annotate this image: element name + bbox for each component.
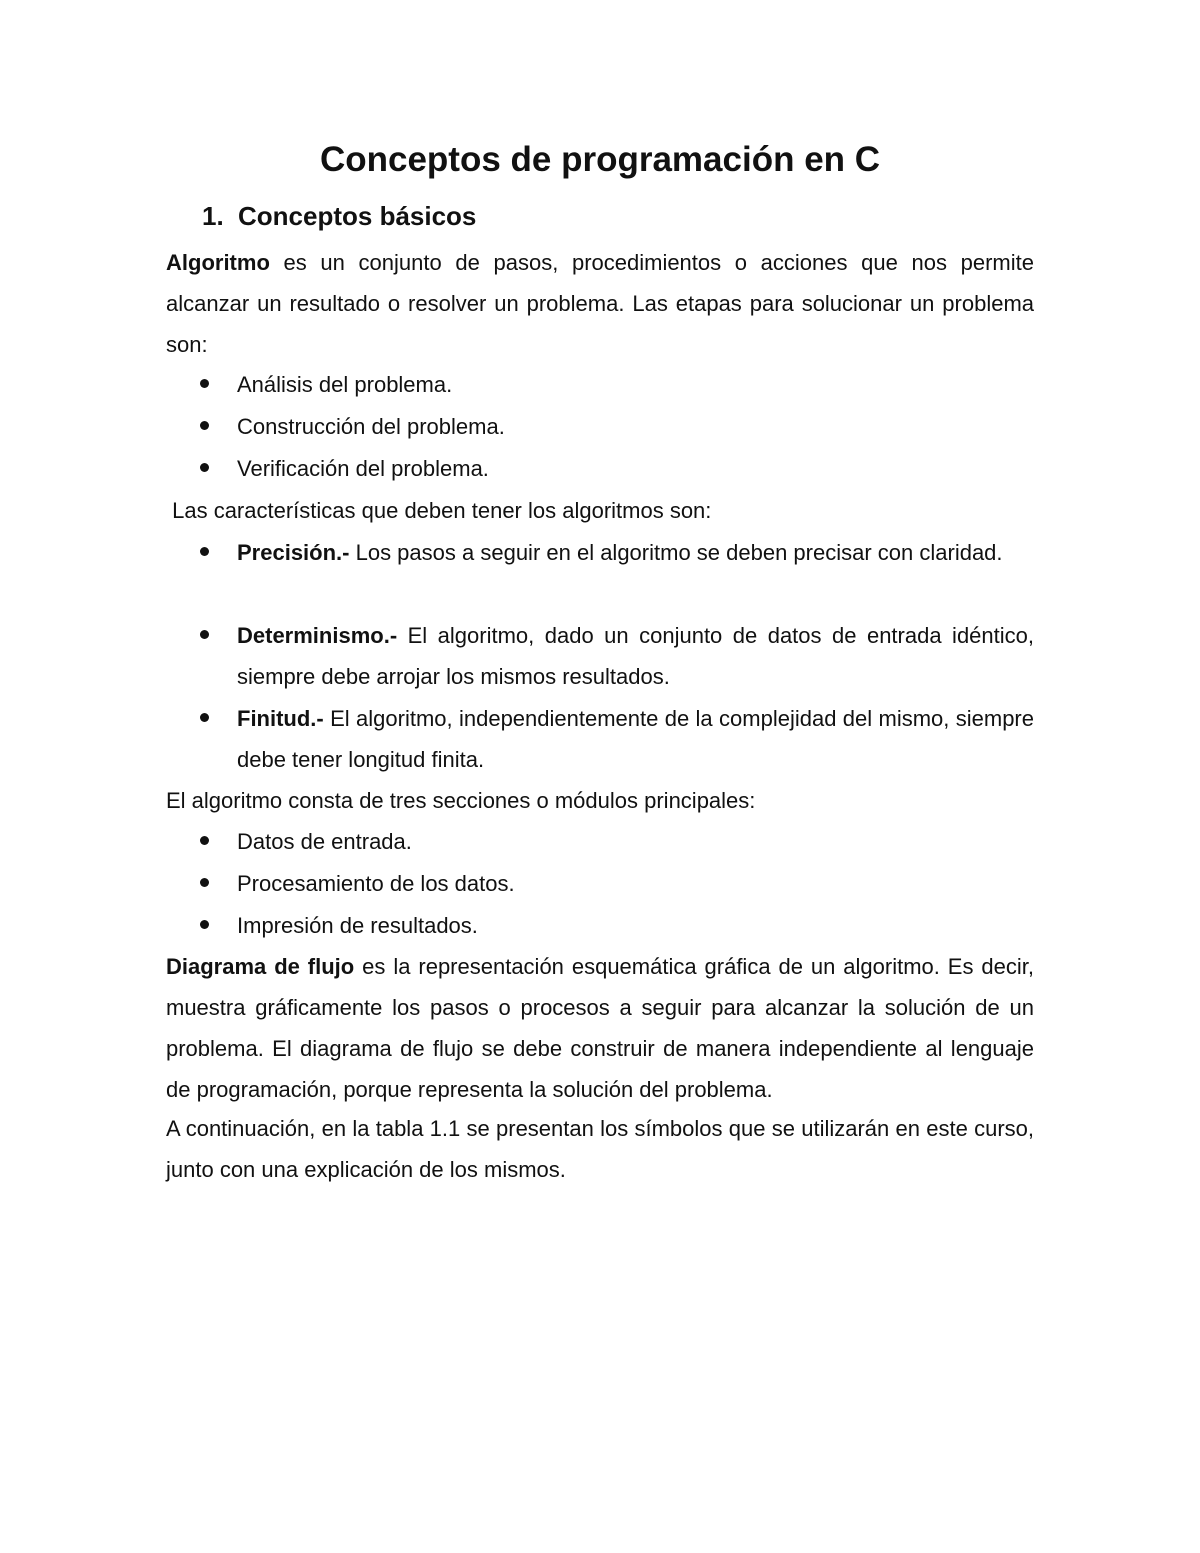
list-item-etapa [200,406,1034,447]
bullet-icon [200,630,209,639]
page-title: Conceptos de programación en C [319,140,881,179]
section-number: 1. [202,201,224,231]
list-item-caracteristica [200,532,1034,573]
list-item-seccion [200,905,1034,946]
bullet-icon [200,547,209,556]
list-item-seccion [200,863,1034,904]
list-item-text: Construcción del problema. [237,414,505,439]
bullet-icon [200,920,209,929]
paragraph-algoritmo-text: es un conjunto de pasos, procedimientos o acciones que nos permite alcanzar un resultado o resolver un problema. Las etapas para solucionar un problema son: [166,250,1034,357]
list-item-text [237,698,1034,780]
section-heading [202,198,476,234]
list-item-text [237,615,1034,697]
paragraph-algoritmo [166,242,1034,365]
paragraph-secciones: El algoritmo consta de tres secciones o módulos principales: [166,788,756,813]
list-item-text [237,532,1034,573]
paragraph-tabla: A continuación, en la tabla 1.1 se presentan los símbolos que se utilizarán en este curso, junto con una explicación de los mismos. [166,1116,1034,1182]
bullet-icon [200,836,209,845]
bullet-icon [200,463,209,472]
section-title: Conceptos básicos [238,201,477,231]
list-item-caracteristica [200,615,1034,697]
bullet-icon [200,878,209,887]
caracteristica-text: El algoritmo, independientemente de la complejidad del mismo, siempre debe tener longitud finita. [237,706,1034,772]
list-item-text: Impresión de resultados. [237,913,478,938]
caracteristica-text: El algoritmo, dado un conjunto de datos de entrada idéntico, siempre debe arrojar los mismos resultados. [237,623,1034,689]
paragraph-diagrama-de-flujo [166,946,1034,1110]
list-item-text: Verificación del problema. [237,456,489,481]
list-item-text: Procesamiento de los datos. [237,871,515,896]
paragraph-caracteristicas: Las características que deben tener los algoritmos son: [166,498,712,523]
term-finitud: Finitud.- [237,706,324,731]
bullet-icon [200,713,209,722]
bullet-icon [200,421,209,430]
list-item-etapa [200,448,1034,489]
list-item-text: Datos de entrada. [237,829,412,854]
term-precision: Precisión.- [237,540,350,565]
term-diagrama-de-flujo: Diagrama de flujo [166,954,355,979]
list-item-text: Análisis del problema. [237,372,453,397]
bullet-icon [200,379,209,388]
term-determinismo: Determinismo.- [237,623,398,648]
caracteristica-text: Los pasos a seguir en el algoritmo se deben precisar con claridad. [349,540,1003,565]
list-item-caracteristica [200,698,1034,780]
term-algoritmo: Algoritmo [166,250,270,275]
list-item-etapa [200,364,1034,405]
paragraph-diagrama-text: es la representación esquemática gráfica de un algoritmo. Es decir, muestra gráficamente los pasos o procesos a seguir para alcanzar la solución de un problema. El diagrama de flujo se debe construir de manera independiente al lenguaje de programación, porque representa la solución del problema. [166,954,1034,1102]
list-item-seccion [200,821,1034,862]
